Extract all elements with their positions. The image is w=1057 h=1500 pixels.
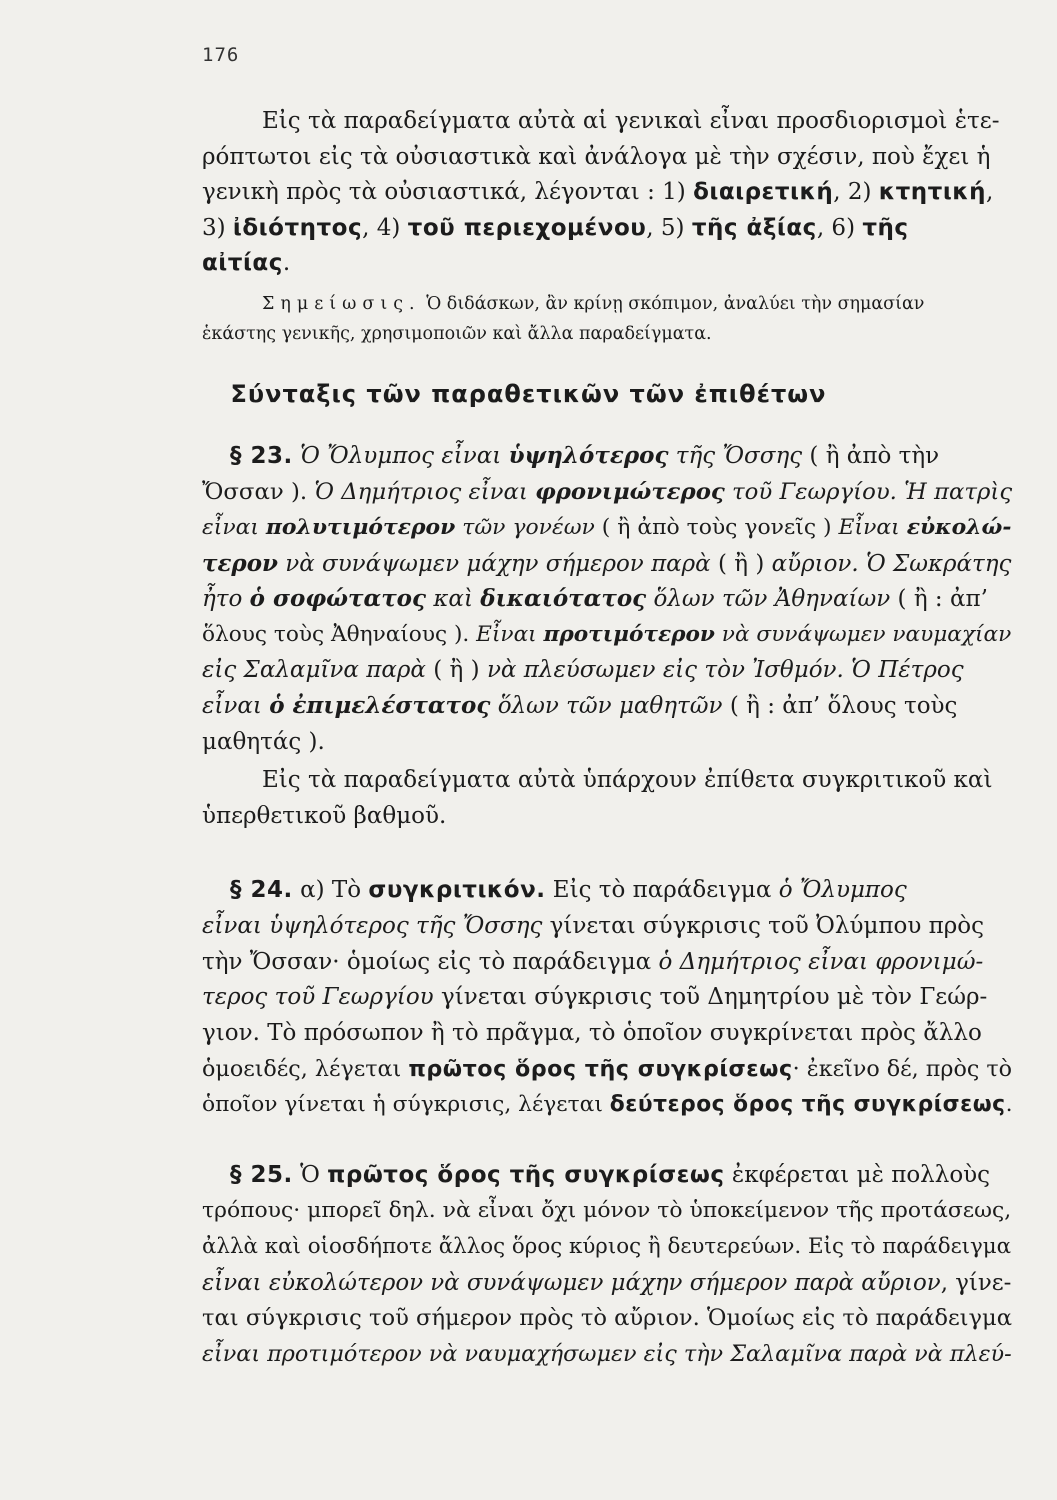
text-line: ὅλους τοὺς Ἀθηναίους ). Εἶναι προτιμότερον νὰ συνάψωμεν ναυμαχίαν [202,622,1012,647]
text-line: τερον νὰ συνάψωμεν μάχην σήμερον παρὰ ( ἢ ) αὔριον. Ὁ Σωκράτης [202,550,1012,577]
text-line: εἶναι εὐκολώτερον νὰ συνάψωμεν μάχην σήμερον παρὰ αὔριον, γίνε- [202,1270,1012,1296]
section-number: § 23. [230,443,293,469]
text-line: εἰς Σαλαμῖνα παρὰ ( ἢ ) νὰ πλεύσωμεν εἰς τὸν Ἰσθμόν. Ὁ Πέτρος [202,657,964,683]
text-line: αἰτίας. [202,250,291,276]
text-line: εἶναι ὁ ἐπιμελέστατος ὅλων τῶν μαθητῶν ( ἢ : ἀπ’ ὅλους τοὺς [202,692,958,719]
text-line: γιον. Τὸ πρόσωπον ἢ τὸ πρᾶγμα, τὸ ὁποῖον συγκρίνεται πρὸς ἄλλο [202,1020,982,1046]
text-line: ὁποῖον γίνεται ἡ σύγκρισις, λέγεται δεύτερος ὅρος τῆς συγκρίσεως. [202,1092,1013,1117]
text-line: γενικὴ πρὸς τὰ οὐσιαστικά, λέγονται : 1) διαιρετική, 2) κτητική, [202,179,994,205]
page-number: 176 [202,44,240,66]
text-line: Ὄσσαν ). Ὁ Δημήτριος εἶναι φρονιμώτερος τοῦ Γεωργίου. Ἡ πατρὶς [202,479,1013,505]
text-line: ὁμοειδές, λέγεται πρῶτος ὅρος τῆς συγκρίσεως· ἐκεῖνο δέ, πρὸς τὸ [202,1056,1013,1082]
text-line: ὑπερθετικοῦ βαθμοῦ. [202,803,447,829]
text-line: τερος τοῦ Γεωργίου γίνεται σύγκρισις τοῦ Δημητρίου μὲ τὸν Γεώρ- [202,984,988,1010]
text-line: Εἰς τὰ παραδείγματα αὐτὰ ὑπάρχουν ἐπίθετα συγκριτικοῦ καὶ [262,767,993,793]
text-line: τὴν Ὄσσαν· ὁμοίως εἰς τὸ παράδειγμα ὁ Δημήτριος εἶναι φρονιμώ- [202,949,984,975]
text-line: τρόπους· μπορεῖ δηλ. νὰ εἶναι ὄχι μόνον τὸ ὑποκείμενον τῆς προτάσεως, [202,1198,1012,1223]
text-line: ἦτο ὁ σοφώτατος καὶ δικαιότατος ὅλων τῶν Ἀθηναίων ( ἢ : ἀπ’ [202,585,988,612]
text-line: § 24. α) Τὸ συγκριτικόν. Εἰς τὸ παράδειγμα ὁ Ὄλυμπος [230,877,907,903]
note-line: ἑκάστης γενικῆς, χρησιμοποιῶν καὶ ἄλλα παραδείγματα. [202,324,712,344]
section-number: § 24. [230,877,293,903]
text-line: ρόπτωτοι εἰς τὰ οὐσιαστικὰ καὶ ἀνάλογα μὲ τὴν σχέσιν, ποὺ ἔχει ἡ [202,144,991,170]
note-line: Σημείωσις. Ὁ διδάσκων, ἂν κρίνῃ σκόπιμον, ἀναλύει τὴν σημασίαν [262,294,925,314]
text-line: εἶναι ὑψηλότερος τῆς Ὄσσης γίνεται σύγκρισις τοῦ Ὀλύμπου πρὸς [202,913,985,939]
text-line: 3) ἰδιότητος, 4) τοῦ περιεχομένου, 5) τῆς ἀξίας, 6) τῆς [202,215,909,241]
text-line: § 23. Ὁ Ὄλυμπος εἶναι ὑψηλότερος τῆς Ὄσσης ( ἢ ἀπὸ τὴν [230,442,940,469]
note-label: Σημείωσις. [262,294,421,314]
text-line: μαθητάς ). [202,729,325,755]
section-number: § 25. [230,1162,293,1188]
text-line: § 25. Ὁ πρῶτος ὅρος τῆς συγκρίσεως ἐκφέρεται μὲ πολλοὺς [230,1162,991,1188]
text-line: εἶναι πολυτιμότερον τῶν γονέων ( ἢ ἀπὸ τοὺς γονεῖς ) Εἶναι εὐκολώ- [202,514,1012,540]
text-line: ἀλλὰ καὶ οἱοσδήποτε ἄλλος ὅρος κύριος ἢ δευτερεύων. Εἰς τὸ παράδειγμα [202,1234,1012,1259]
section-heading: Σύνταξις τῶν παραθετικῶν τῶν ἐπιθέτων [230,380,827,408]
text-line: Εἰς τὰ παραδείγματα αὐτὰ αἱ γενικαὶ εἶναι προσδιορισμοὶ ἑτε- [262,108,1000,134]
text-line: εἶναι προτιμότερον νὰ ναυμαχήσωμεν εἰς τὴν Σαλαμῖνα παρὰ νὰ πλεύ- [202,1341,1012,1367]
text-line: ται σύγκρισις τοῦ σήμερον πρὸς τὸ αὔριον. Ὁμοίως εἰς τὸ παράδειγμα [202,1305,1013,1331]
